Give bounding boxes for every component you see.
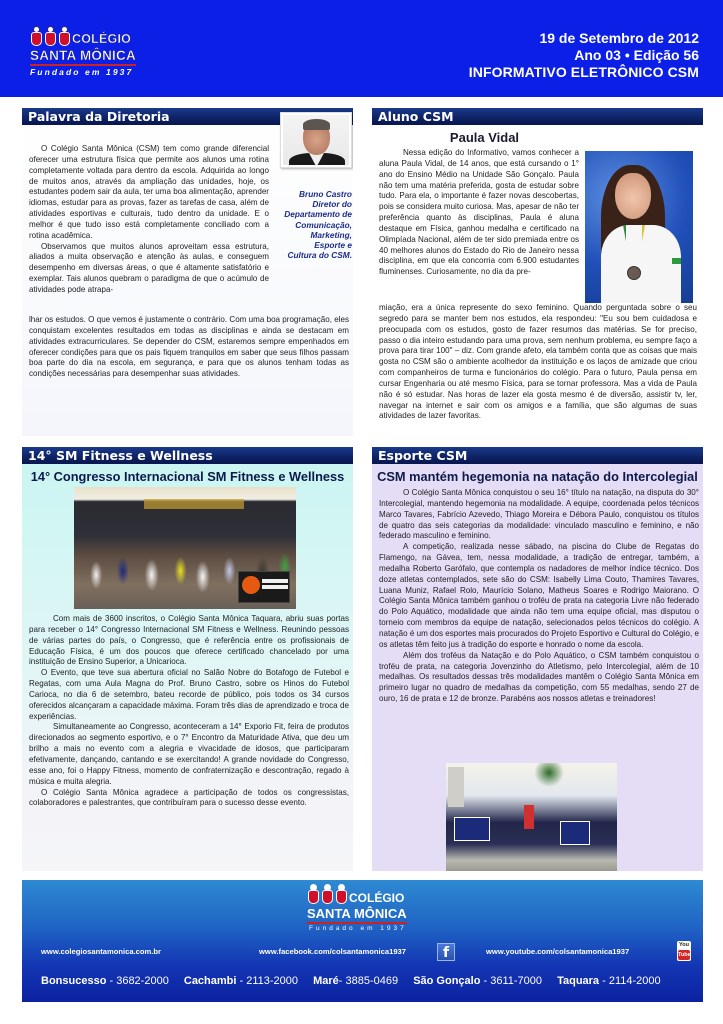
issue-edition: Ano 03 • Edição 56 <box>574 47 699 63</box>
phone-number: 2113-2000 <box>246 975 299 987</box>
separator: - <box>106 975 117 987</box>
section-title: Aluno CSM <box>372 108 703 125</box>
section-title: Esporte CSM <box>372 447 703 464</box>
phone-sao-goncalo <box>413 975 542 987</box>
youtube-link[interactable]: www.youtube.com/colsantamonica1937 <box>486 947 630 956</box>
unit-name: Maré <box>313 975 339 987</box>
facebook-icon[interactable]: f <box>437 943 455 961</box>
separator: - <box>338 975 346 987</box>
paragraph: Observamos que muitos alunos aproveitam essa estrutura, aliados a muita observação e atenção às aulas, e conseguem desempenho em diversas áreas, o que é altamente satisfatório e exemplar. Tais alunos quebram o paradigma de que o acúmulo de atividades pode atrapa- <box>29 241 269 294</box>
paragraph: O Colégio Santa Mônica agradece a participação de todos os congressistas, colaboradores e palestrantes, que contribuíram para o sucesso desse evento. <box>29 787 349 808</box>
logo-line1: COLÉGIO <box>72 32 132 46</box>
phone-bonsucesso <box>41 975 169 987</box>
section-title: Palavra da Diretoria <box>22 108 353 125</box>
phone-number: 3611-7000 <box>490 975 543 987</box>
separator: - <box>480 975 491 987</box>
director-photo <box>280 112 352 168</box>
caption-line: Cultura do CSM. <box>287 250 352 261</box>
article-title: Paula Vidal <box>449 130 520 145</box>
facebook-link[interactable]: www.facebook.com/colsantamonica1937 <box>259 947 407 956</box>
school-logo <box>30 26 155 82</box>
caption-line: Esporte e <box>314 240 352 251</box>
article-body <box>379 148 579 278</box>
unit-name: São Gonçalo <box>413 975 481 987</box>
separator: - <box>599 975 609 987</box>
article-body <box>29 614 349 809</box>
section-aluno <box>372 108 703 436</box>
caption-line: Marketing, <box>310 229 352 240</box>
logo-founded: Fundado em 1937 <box>309 925 407 932</box>
masthead <box>0 0 723 97</box>
footer <box>22 880 703 1002</box>
phone-mare <box>313 975 398 987</box>
event-badge-icon <box>238 571 290 603</box>
article-body <box>379 488 699 705</box>
article-title: CSM mantém hegemonia na natação do Intercolegial <box>377 469 698 484</box>
youtube-icon-you: You <box>679 942 689 948</box>
issue-date: 19 de Setembro de 2012 <box>539 30 699 46</box>
caption-line: Comunicação, <box>295 219 352 230</box>
paragraph: lhar os estudos. O que vemos é justamente o contrário. Com uma boa programação, eles conquistam excelentes resultados em todas as disciplinas e ainda se destacam em atividades extracurriculares. Se depender do CSM, estaremos sempre empenhados em oferecer condições para que os pais fiquem tranquilos em saber que seus filhos passam boa parte do dia na escola, em segurança, e para que os alunos tenham todas as condições necessárias para desempenhar suas atividades. <box>29 315 349 379</box>
team-photo <box>446 763 617 871</box>
phone-taquara <box>557 975 661 987</box>
paragraph: Com mais de 3600 inscritos, o Colégio Santa Mônica Taquara, abriu suas portas para receber o 14° Congresso Internacional SM Fitness e Wellness. Reunindo pessoas de várias partes do país, o Congresso, que é referência entre os profissionais de Educação Física, é um dos poucos que oferece certificado chancelado por uma instituição de Ensino Superior, a Unicarioca. <box>29 614 349 667</box>
section-fitness <box>22 447 353 871</box>
section-diretoria <box>22 108 353 436</box>
caption-line: Departamento de <box>284 209 352 220</box>
section-esporte <box>372 447 703 871</box>
paragraph: Simultaneamente ao Congresso, aconteceram a 14° Exporio Fit, feira de produtos direcionados ao segmento esportivo, e o 7° Encontro da Maturidade Ativa, que deu um brilho a mais no evento com a alegria e vivacidade de idosos, que participaram efetivamente, dançando, cantando e se exercitando! A grande novidade do Congresso, esse ano, foi o Happy Fitness, momento de confraternização e descontração, regado à música e muita alegria. <box>29 722 349 786</box>
section-title: 14° SM Fitness e Wellness <box>22 447 353 464</box>
article-title: 14° Congresso Internacional SM Fitness e Wellness <box>30 469 345 484</box>
website-link[interactable]: www.colegiosantamonica.com.br <box>41 947 161 956</box>
logo-line2: SANTA MÔNICA <box>30 48 136 66</box>
logo-figures-icon <box>307 884 348 904</box>
paragraph: O Evento, que teve sua abertura oficial no Salão Nobre do Botafogo de Futebol e Regatas, com uma Aula Magna do Prof. Bruno Castro, sobre os Hinos do Futebol Carioca, no dia 6 de setembro, bateu recorde de público, pois todos os 34 cursos oferecidos alcançaram a capacidade máxima. Foram três dias de aprendizado e troca de experiências. <box>29 668 349 721</box>
article-body-continued <box>29 315 349 380</box>
youtube-icon-tube: Tube <box>678 952 691 958</box>
separator: - <box>236 975 247 987</box>
phone-number: 2114-2000 <box>608 975 661 987</box>
unit-name: Bonsucesso <box>41 975 107 987</box>
unit-name: Cachambi <box>183 975 237 987</box>
footer-logo <box>307 884 427 936</box>
photo-caption <box>274 189 352 260</box>
event-photo <box>74 487 296 609</box>
article-body <box>29 144 269 296</box>
publication-title: INFORMATIVO ELETRÔNICO CSM <box>468 64 699 80</box>
logo-line1: COLÉGIO <box>349 891 405 905</box>
paragraph: O Colégio Santa Mônica conquistou o seu 16° título na natação, na disputa do 30° Intercolegial, mantendo hegemonia na modalidade. A equipe, coordenada pelos técnicos Marco Tavares, Fabrício Azevedo, Thiago Moreira e Débora Paulo, conquistou os títulos de quatro das seis categorias da modalidade: vinculado masculino e feminino, e não federado masculino e feminino. <box>379 488 699 541</box>
student-photo <box>585 151 693 303</box>
phone-number: 3682-2000 <box>116 975 169 987</box>
paragraph: A competição, realizada nesse sábado, na piscina do Clube de Regatas do Flamengo, na Gávea, tem, nessa modalidade, a tradição de entregar, também, a medalha Roberto Garófalo, que contempla os nadadores de melhor índice técnico. Dos doze atletas contemplados, sete são do CSM: Isabelly Lima Couto, Thamires Tavares, Luana Muniz, Rafael Rolo, Maurício Solano, Matheus Soares e Rodrigo Maiorano. O Colégio Santa Mônica também ganhou o troféu de prata na categoria Livre não federado do Polo Aquático, modalidade que ainda não tem uma equipe oficial, mas disputou o torneio com membros da equipe de natação, selecionados pelos técnicos do colégio. A natação é um dos esportes mais procurados do Projeto Esportivo e Cultural do Colégio, e os atletas têm feito jus à tradição do esporte e honrado o nome da escola. <box>379 542 699 649</box>
paragraph: Nessa edição do Informativo, vamos conhecer a aluna Paula Vidal, de 14 anos, que está cursando o 1° ano do Ensino Médio na Unidade São Gonçalo. Paula não tem uma matéria preferida, gosta de estudar sobre tudo. Para ela, o importante é fazer novas descobertas, pois se considera muito curiosa. Mas, apesar de não ter preferência quanto às disciplinas, Paula é aluna destaque em Física, ganhou medalha e certificado na Olimpíada Nacional, além de ter sido premiada entre os 40 melhores alunos do Estado do Rio de Janeiro nessa disciplina, em que ela concorria com 6.900 estudantes fluminenses. Curiosamente, no dia da pre- <box>379 148 579 277</box>
logo-figures-icon <box>30 26 71 46</box>
phone-cachambi <box>184 975 298 987</box>
paragraph: miação, era a única represente do sexo feminino. Quando perguntada sobre o seu segredo para se manter bem nos estudos, ela respondeu: "Eu sou bem cuidadosa e preocupada com os estudos, gosto de fazer resumos das matérias. Se for preciso, passo o dia inteiro estudando para uma prova, sem nenhum problema, eu sempre faço a prova para tirar 100" – diz. Com grande afeto, ela também conta que as coisas que mais gosta no CSM são o ambiente acolhedor da instituição e os laços de amizade que criou com companheiros de turma e funcionários do colégio. Para o futuro, Paula pensa em cursar Engenharia ou até mesmo Física, para se tornar professora. Mas a vida de Paula não é só estudar. Nas horas de lazer ela gosta mesmo é de diversão, assistir tv, ler, navegar na internet e sair com os amigos e a família, que são algumas de suas atividades de lazer favoritas. <box>379 303 697 421</box>
caption-line: Bruno Castro <box>298 189 352 199</box>
paragraph: Além dos troféus da Natação e do Polo Aquático, o CSM também conquistou o troféu de prata, na categoria Jovenzinho do Atletismo, pelo Intercolegial, além de 10 medalhas. Os resultados dessas três modalidades mantêm o Colégio Santa Mônica em primeiro lugar no quadro de medalhas da competição, com 55 medalhas, sendo 27 de ouro, 16 de prata e 12 de bronze. Parabéns aos nossos atletas e treinadores! <box>379 650 699 704</box>
paragraph: O Colégio Santa Mônica (CSM) tem como grande diferencial oferecer uma estrutura física que permite aos alunos uma rotina completamente voltada para dentro da escola. Adquirida ao longo de muitos anos, através da ampliação das unidades, hoje, os estudantes podem sair da aula, ter uma boa alimentação, aprender idiomas, estudar para as provas, fazer as tarefas de casa, além de atividades esportivas e culturais, tudo dentro da unidade. E o melhor é que tudo isso está completamente conciliado com a rotina acadêmica. <box>29 144 269 240</box>
footer-links <box>22 943 703 963</box>
unit-name: Taquara <box>557 975 600 987</box>
article-body-continued <box>379 303 697 422</box>
phone-list <box>41 975 701 987</box>
logo-line2: SANTA MÔNICA <box>307 906 407 924</box>
logo-founded: Fundado em 1937 <box>30 67 134 77</box>
youtube-icon[interactable] <box>677 941 691 961</box>
phone-number: 3885-0469 <box>345 975 399 987</box>
issue-info <box>469 30 699 81</box>
caption-line: Diretor do <box>312 199 352 210</box>
